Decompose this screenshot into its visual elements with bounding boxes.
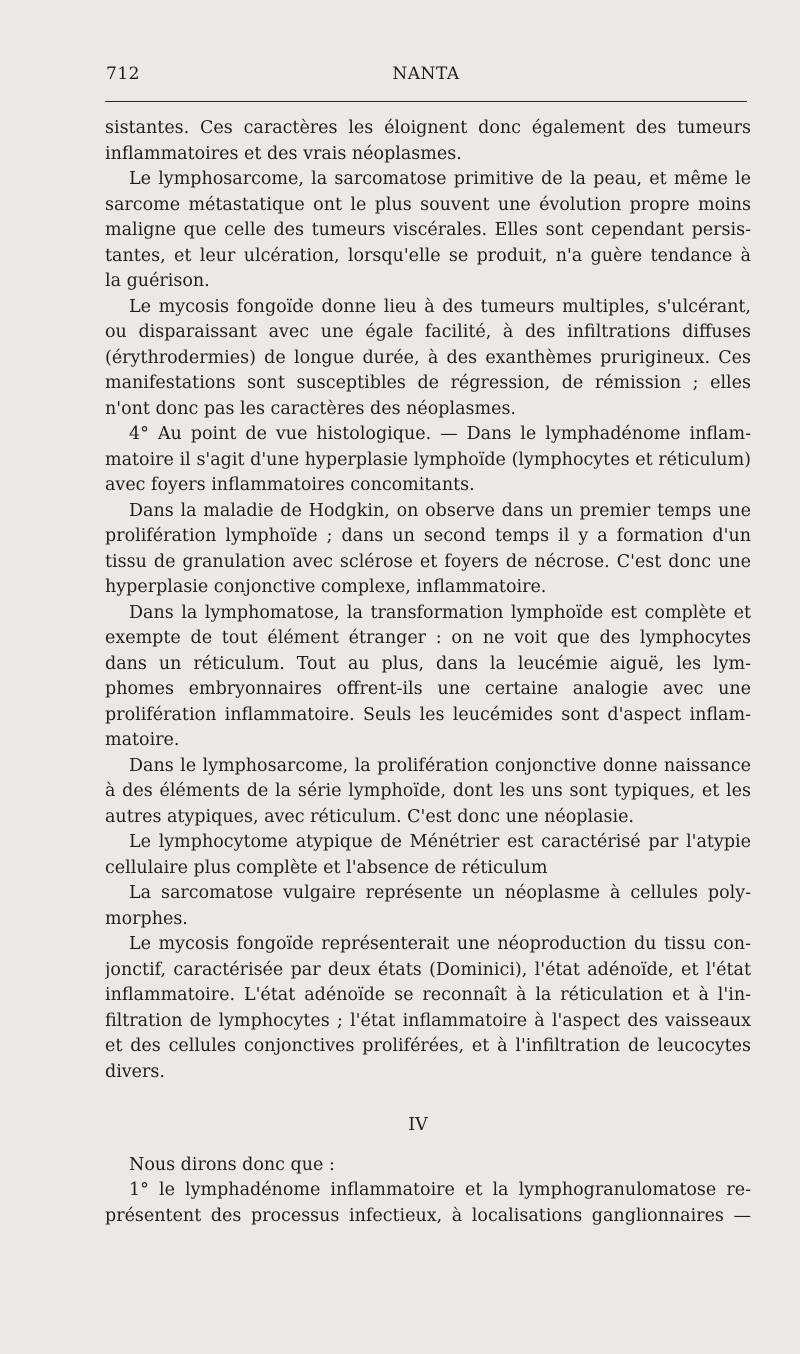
text-line: manifestations sont susceptibles de régression, de rémission ; elles: [105, 373, 751, 393]
text-line: La sarcomatose vulgaire représente un néoplasme à cellules poly-: [129, 883, 751, 903]
page-number: 712: [106, 64, 140, 84]
text-line: jonctif, caractérisée par deux états (Dominici), l'état adénoïde, et l'état: [105, 959, 751, 980]
text-line: ou disparaissant avec une égale facilité, à des infiltrations diffuses: [105, 322, 751, 342]
text-line: 1° le lymphadénome inflammatoire et la lymphogranulomatose re-: [129, 1180, 751, 1200]
text-line: maligne que celle des tumeurs viscérales. Elles sont cependant persis-: [105, 220, 751, 240]
text-line: prolifération lymphoïde ; dans un second temps il y a formation d'un: [105, 526, 751, 546]
text-line: Le mycosis fongoïde représenterait une néoproduction du tissu con-: [129, 934, 751, 954]
section-spacer: [105, 1139, 751, 1153]
text-line: tantes, et leur ulcération, lorsqu'elle se produit, n'a guère tendance à: [105, 245, 751, 266]
text-line: (érythrodermies) de longue durée, à des exanthèmes prurigineux. Ces: [105, 347, 751, 368]
text-line: inflammatoires et des vrais néoplasmes.: [105, 143, 462, 164]
text-line: autres atypiques, avec réticulum. C'est donc une néoplasie.: [105, 806, 634, 827]
text-line: la guérison.: [105, 271, 210, 291]
text-line: 4° Au point de vue histologique. — Dans le lymphadénome inflam-: [129, 424, 751, 444]
text-line: Dans la maladie de Hodgkin, on observe dans un premier temps une: [129, 500, 751, 521]
page-body: [105, 116, 751, 1229]
text-line: présentent des processus infectieux, à localisations ganglionnaires —: [105, 1205, 751, 1226]
text-line: Le lymphocytome atypique de Ménétrier est caractérisé par l'atypie: [129, 832, 751, 852]
text-line: sarcome métastatique ont le plus souvent une évolution propre moins: [105, 194, 751, 215]
text-line: filtration de lymphocytes ; l'état inflammatoire à l'aspect des vaisseaux: [105, 1010, 751, 1031]
text-line: cellulaire plus complète et l'absence de réticulum: [105, 857, 548, 878]
text-line: phomes embryonnaires offrent-ils une certaine analogie avec une: [105, 679, 751, 699]
text-line: Le mycosis fongoïde donne lieu à des tumeurs multiples, s'ulcérant,: [129, 296, 751, 317]
text-line: hyperplasie conjonctive complexe, inflammatoire.: [105, 577, 547, 597]
text-line: Dans le lymphosarcome, la prolifération conjonctive donne naissance: [129, 755, 751, 776]
text-line: prolifération inflammatoire. Seuls les leucémides sont d'aspect inflam-: [105, 704, 751, 725]
section-heading: IV: [408, 1115, 428, 1135]
text-line: sistantes. Ces caractères les éloignent donc également des tumeurs: [105, 118, 751, 138]
text-line: matoire.: [105, 730, 180, 750]
text-line: et des cellules conjonctives proliférées, et à l'infiltration de leucocytes: [105, 1036, 751, 1056]
text-line: Nous dirons donc que :: [129, 1154, 335, 1175]
text-line: morphes.: [105, 908, 188, 929]
text-line: matoire il s'agit d'une hyperplasie lymphoïde (lymphocytes et réticulum): [105, 449, 751, 470]
text-line: avec foyers inflammatoires concomitants.: [105, 475, 475, 495]
text-line: exempte de tout élément étranger : on ne voit que des lymphocytes: [105, 628, 751, 648]
text-line: Dans la lymphomatose, la transformation lymphoïde est complète et: [129, 602, 751, 623]
text-line: inflammatoire. L'état adénoïde se reconnaît à la réticulation et à l'in-: [105, 985, 751, 1005]
text-line: tissu de granulation avec sclérose et foyers de nécrose. C'est donc une: [105, 551, 751, 572]
header-rule: [105, 101, 747, 102]
running-header: [105, 64, 747, 86]
text-line: à des éléments de la série lymphoïde, dont les uns sont typiques, et les: [105, 781, 751, 801]
section-spacer: [105, 1085, 751, 1113]
text-line: Le lymphosarcome, la sarcomatose primitive de la peau, et même le: [129, 169, 751, 189]
text-line: n'ont donc pas les caractères des néoplasmes.: [105, 398, 516, 419]
text-line: divers.: [105, 1061, 165, 1082]
text-line: dans un réticulum. Tout au plus, dans la leucémie aiguë, les lym-: [105, 653, 751, 674]
running-title: NANTA: [392, 64, 460, 84]
